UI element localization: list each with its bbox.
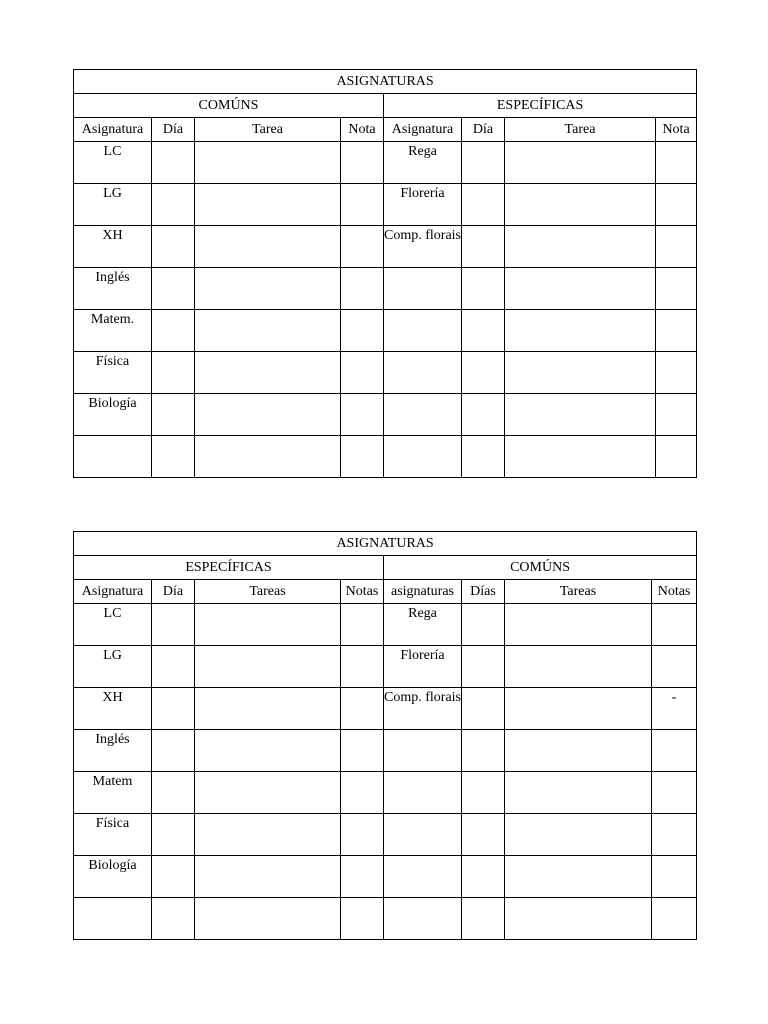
table-cell: [462, 856, 505, 898]
table-cell: [341, 898, 384, 940]
table-cell: [462, 646, 505, 688]
table-cell: [341, 142, 384, 184]
table-cell: [384, 856, 462, 898]
table-cell: LC: [74, 604, 152, 646]
table-cell: [384, 352, 462, 394]
column-header: asignaturas: [384, 580, 462, 604]
table-cell: [341, 604, 384, 646]
group-header-left: COMÚNS: [74, 94, 384, 118]
table-cell: [195, 142, 341, 184]
column-header: Tarea: [505, 118, 656, 142]
table-row: [74, 142, 697, 184]
table-cell: Biología: [74, 394, 152, 436]
table-row: [74, 646, 697, 688]
table-row: [74, 814, 697, 856]
table-cell: [152, 898, 195, 940]
table-cell: [152, 394, 195, 436]
table-row: [74, 226, 697, 268]
table-cell: [505, 226, 656, 268]
table-cell: [505, 898, 652, 940]
table-cell: [195, 310, 341, 352]
table-cell: [505, 142, 656, 184]
table-cell: Florería: [384, 184, 462, 226]
table-cell: Comp. florais: [384, 226, 462, 268]
table-row: [74, 604, 697, 646]
table-cell: [656, 142, 697, 184]
table-row: [74, 898, 697, 940]
table-cell: Rega: [384, 142, 462, 184]
column-header: Asignatura: [74, 580, 152, 604]
table-cell: [195, 646, 341, 688]
table-cell: [384, 436, 462, 478]
table-cell: [505, 688, 652, 730]
table-cell: [195, 898, 341, 940]
table-cell: Comp. florais: [384, 688, 462, 730]
table-cell: [462, 394, 505, 436]
table-cell: [341, 352, 384, 394]
column-header: Día: [462, 118, 505, 142]
column-header: Día: [152, 580, 195, 604]
table-cell: [656, 226, 697, 268]
table-cell: Florería: [384, 646, 462, 688]
table-cell: Matem.: [74, 310, 152, 352]
table-cell: [462, 604, 505, 646]
table-cell: [195, 184, 341, 226]
table-cell: XH: [74, 226, 152, 268]
column-header: Notas: [341, 580, 384, 604]
table-cell: [341, 268, 384, 310]
table-cell: [341, 772, 384, 814]
table-cell: [152, 730, 195, 772]
table-cell: [505, 772, 652, 814]
table-cell: [152, 856, 195, 898]
table-row: [74, 772, 697, 814]
table-cell: [384, 772, 462, 814]
table-cell: [341, 814, 384, 856]
subjects-table-2: [73, 531, 697, 940]
table-cell: [152, 226, 195, 268]
table-cell: [462, 814, 505, 856]
table-row: [74, 688, 697, 730]
table-cell: [152, 688, 195, 730]
table-cell: LG: [74, 646, 152, 688]
table-cell: [152, 772, 195, 814]
table-cell: [195, 772, 341, 814]
subjects-table-1: [73, 69, 697, 478]
table-cell: [462, 772, 505, 814]
table-cell: [652, 646, 697, 688]
table-row: [74, 436, 697, 478]
table-cell: [505, 856, 652, 898]
table-row: [74, 310, 697, 352]
table-cell: [195, 856, 341, 898]
table-cell: [152, 268, 195, 310]
column-header: Días: [462, 580, 505, 604]
table-cell: [152, 604, 195, 646]
table-cell: [384, 394, 462, 436]
table-cell: [652, 898, 697, 940]
table-cell: Física: [74, 814, 152, 856]
table-cell: [652, 730, 697, 772]
table-cell: [384, 814, 462, 856]
table-row: [74, 730, 697, 772]
group-header-right: COMÚNS: [384, 556, 697, 580]
table-cell: [462, 184, 505, 226]
table-cell: [74, 436, 152, 478]
table-cell: [505, 394, 656, 436]
table-cell: Rega: [384, 604, 462, 646]
table-cell: -: [652, 688, 697, 730]
table-cell: [195, 604, 341, 646]
table-cell: [462, 688, 505, 730]
table-cell: [384, 268, 462, 310]
table-cell: [656, 352, 697, 394]
table-cell: [341, 226, 384, 268]
table-cell: [462, 310, 505, 352]
table-cell: [505, 184, 656, 226]
table-cell: [656, 436, 697, 478]
table-cell: Física: [74, 352, 152, 394]
table-cell: [384, 310, 462, 352]
table-cell: [341, 730, 384, 772]
table-cell: [384, 898, 462, 940]
table-cell: [341, 310, 384, 352]
table-cell: [652, 772, 697, 814]
table-cell: [341, 184, 384, 226]
table-cell: [152, 310, 195, 352]
table-title: ASIGNATURAS: [74, 532, 697, 556]
table-cell: [462, 142, 505, 184]
table-cell: [505, 814, 652, 856]
table-cell: XH: [74, 688, 152, 730]
table-cell: [341, 646, 384, 688]
column-header: Nota: [656, 118, 697, 142]
column-header: Notas: [652, 580, 697, 604]
column-header: Tarea: [195, 118, 341, 142]
table-row: [74, 268, 697, 310]
table-cell: [656, 268, 697, 310]
table-cell: [462, 898, 505, 940]
table-cell: [656, 394, 697, 436]
column-header: Nota: [341, 118, 384, 142]
table-cell: [152, 436, 195, 478]
table-cell: [656, 310, 697, 352]
table-cell: [341, 394, 384, 436]
table-cell: [74, 898, 152, 940]
table-cell: [505, 268, 656, 310]
group-header-left: ESPECÍFICAS: [74, 556, 384, 580]
table-cell: [505, 730, 652, 772]
table-cell: [195, 352, 341, 394]
table-cell: [195, 436, 341, 478]
group-header-right: ESPECÍFICAS: [384, 94, 697, 118]
table-row: [74, 184, 697, 226]
table-cell: Inglés: [74, 730, 152, 772]
table-cell: [652, 814, 697, 856]
table-cell: [152, 814, 195, 856]
table-cell: [195, 814, 341, 856]
table-cell: [462, 226, 505, 268]
table-cell: [152, 184, 195, 226]
table-cell: LG: [74, 184, 152, 226]
table-cell: Inglés: [74, 268, 152, 310]
table-cell: [656, 184, 697, 226]
table-cell: [152, 142, 195, 184]
table-cell: [505, 352, 656, 394]
table-cell: [505, 436, 656, 478]
table-cell: LC: [74, 142, 152, 184]
table-cell: [652, 856, 697, 898]
table-row: [74, 394, 697, 436]
table-cell: [505, 646, 652, 688]
table-cell: [195, 394, 341, 436]
table-cell: [462, 352, 505, 394]
table-cell: [195, 688, 341, 730]
table-cell: [341, 688, 384, 730]
table-cell: [462, 436, 505, 478]
column-header: Asignatura: [384, 118, 462, 142]
table-cell: [505, 310, 656, 352]
table-cell: [462, 268, 505, 310]
table-row: [74, 352, 697, 394]
table-cell: [195, 268, 341, 310]
table-cell: [341, 436, 384, 478]
table-cell: [195, 226, 341, 268]
column-header: Tareas: [505, 580, 652, 604]
table-cell: Matem: [74, 772, 152, 814]
table-row: [74, 856, 697, 898]
column-header: Tareas: [195, 580, 341, 604]
column-header: Día: [152, 118, 195, 142]
table-cell: [152, 352, 195, 394]
table-cell: [341, 856, 384, 898]
table-cell: Biología: [74, 856, 152, 898]
table-cell: [195, 730, 341, 772]
table-cell: [505, 604, 652, 646]
table-cell: [152, 646, 195, 688]
table-cell: [652, 604, 697, 646]
column-header: Asignatura: [74, 118, 152, 142]
table-cell: [384, 730, 462, 772]
table-title: ASIGNATURAS: [74, 70, 697, 94]
table-cell: [462, 730, 505, 772]
